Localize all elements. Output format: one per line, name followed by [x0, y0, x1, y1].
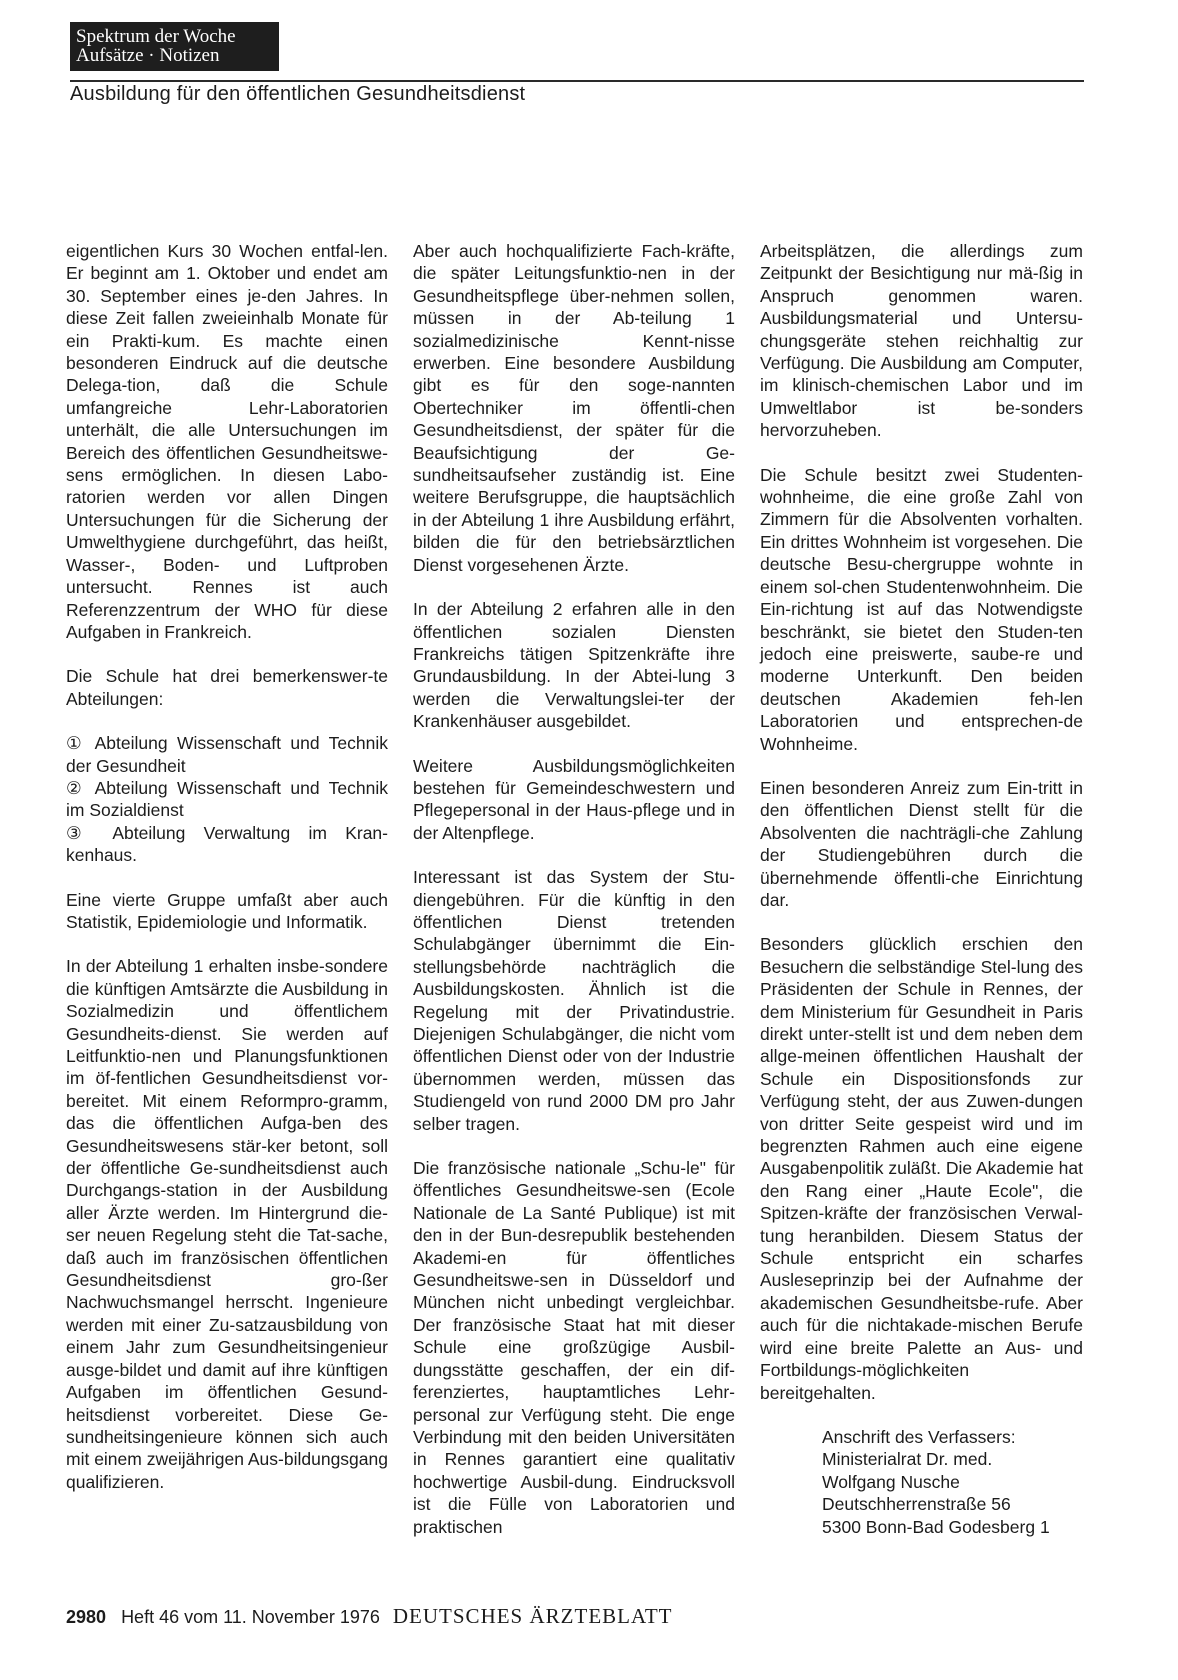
paragraph: Aber auch hochqualifizierte Fach-kräfte, die später Leitungsfunktio-nen in der Gesundheitspflege über-nehmen sollen, müssen in der Ab-teilung 1 sozialmedizinische Kennt-nisse erwerben. Eine besondere Ausbildung gibt es für den soge-nannten Obertechniker im öffentli-chen Gesundheitsdienst, der später für die Beaufsichtigung der Ge-sundheitsaufseher zuständig ist. Eine weitere Berufsgruppe, die hauptsächlich in der Abteilung 1 ihre Ausbildung erfährt, bilden die für den betriebsärztlichen Dienst vorgesehenen Ärzte. — [413, 241, 735, 575]
paragraph: Die französische nationale „Schu-le" für öffentliches Gesundheitswe-sen (Ecole Nationale de La Santé Publique) ist mit den in der Bun-desrepublik bestehenden Akademi-en für öffentliches Gesundheitswe-sen in Düsseldorf und München nicht unbedingt vergleichbar. Der französische Staat hat mit dieser Schule eine großzügige Ausbil-dungsstätte geschaffen, der ein dif-ferenziertes, hauptamtliches Lehr-personal zur Verfügung steht. Die enge Verbindung mit den beiden Universitäten in Rennes garantiert eine qualitativ hochwertige Ausbil-dung. Eindrucksvoll ist die Fülle von Laboratorien und praktischen — [413, 1158, 735, 1537]
article-title: Ausbildung für den öffentlichen Gesundheitsdienst — [70, 83, 526, 105]
department-item-2: ② Abteilung Wissenschaft und Technik im Sozialdienst — [66, 777, 388, 821]
text-column-1 — [66, 240, 388, 1493]
address-line: Deutschherrenstraße 56 — [822, 1494, 1011, 1515]
section-label-box — [70, 22, 279, 71]
paragraph: In der Abteilung 2 erfahren alle in den öffentlichen sozialen Diensten Frankreichs tätigen Spitzenkräfte ihre Grundausbildung. In der Abtei-lung 3 werden die Verwaltungslei-ter der Krankenhäuser ausgebildet. — [413, 599, 735, 732]
section-label-line1: Spektrum der Woche — [76, 26, 236, 47]
address-line: 5300 Bonn-Bad Godesberg 1 — [822, 1516, 1050, 1537]
paragraph: Weitere Ausbildungsmöglichkeiten bestehen für Gemeindeschwestern und Pflegepersonal in der Haus-pflege und in der Altenpflege. — [413, 755, 735, 843]
address-line: Anschrift des Verfassers: — [822, 1426, 1016, 1447]
page-number: 2980 — [66, 1607, 107, 1627]
text-column-3 — [760, 240, 1083, 1538]
header-rule — [70, 80, 1084, 82]
paragraph: Die Schule besitzt zwei Studenten-wohnheime, die eine große Zahl von Zimmern für die Absolventen vorhalten. Ein drittes Wohnheim ist vorgesehen. Die deutsche Besu-chergruppe wohnte in einem sol-chen Studentenwohnheim. Die Ein-richtung ist auf das Notwendigste beschränkt, sie bietet den Studen-ten jedoch eine preiswerte, saube-re und moderne Unterkunft. Den beiden deutschen Akademien feh-len Laboratorien und entsprechen-de Wohnheime. — [760, 464, 1083, 754]
paragraph: Arbeitsplätzen, die allerdings zum Zeitpunkt der Besichtigung nur mä-ßig in Anspruch genommen waren. Ausbildungsmaterial und Untersu-chungsgeräte stehen reichhaltig zur Verfügung. Die Ausbildung am Computer, im klinisch-chemischen Labor und im Umweltlabor ist be-sonders hervorzuheben. — [760, 241, 1083, 441]
department-item-3: ③ Abteilung Verwaltung im Kran-kenhaus. — [66, 822, 388, 866]
address-line: Ministerialrat Dr. med. — [822, 1449, 993, 1470]
paragraph: In der Abteilung 1 erhalten insbe-sondere die künftigen Amtsärzte die Ausbildung in Sozialmedizin und öffentlichem Gesundheits-dienst. Sie werden auf Leitfunktio-nen und Planungsfunktionen im öf-fentlichen Gesundheitsdienst vor-bereitet. Mit einem Reformpro-gramm, das die öffentlichen Aufga-ben des Gesundheitswesens stär-ker betont, soll der öffentliche Ge-sundheitsdienst auch Durchgangs-station in der Ausbildung aller Ärzte werden. Im Hintergrund die-ser neuen Regelung steht die Tat-sache, daß auch im französischen öffentlichen Gesundheitsdienst gro-ßer Nachwuchsmangel herrscht. Ingenieure werden mit einer Zu-satzausbildung von einem Jahr zum Gesundheitsingenieur ausge-bildet und damit auf ihre künftigen Aufgaben im öffentlichen Gesund-heitsdienst vorbereitet. Diese Ge-sundheitsingenieure können sich auch mit einem zweijährigen Aus-bildungsgang qualifizieren. — [66, 956, 388, 1492]
department-item-1: ① Abteilung Wissenschaft und Technik der Gesundheit — [66, 733, 388, 776]
paragraph: Einen besonderen Anreiz zum Ein-tritt in den öffentlichen Dienst stellt für die Absolventen die nachträgli-che Zahlung der Studiengebühren durch die übernehmende öffentli-che Einrichtung dar. — [760, 777, 1083, 910]
address-line: Wolfgang Nusche — [822, 1471, 960, 1492]
text-column-2 — [413, 240, 735, 1538]
journal-name: DEUTSCHES ÄRZTEBLATT — [392, 1604, 673, 1628]
paragraph: Besonders glücklich erschien den Besuchern die selbständige Stel-lung des Präsidenten der Schule in Rennes, der dem Ministerium für Gesundheit in Paris direkt unter-stellt ist und dem neben dem allge-meinen öffentlichen Haushalt der Schule ein Dispositionsfonds zur Verfügung steht, der aus Zuwen-dungen von dritter Seite gespeist wird und im begrenzten Rahmen auch eine eigene Ausgabenpolitik zuläßt. Die Akademie hat den Rang einer „Haute Ecole", die Spitzen-kräfte der französischen Verwal-tung heranbilden. Diesem Status der Schule entspricht ein scharfes Ausleseprinzip bei der Aufnahme der akademischen Gesundheitsbe-rufe. Aber auch für die nichtakade-mischen Berufe wird eine breite Palette an Aus- und Fortbildungs-möglichkeiten bereitgehalten. — [760, 934, 1083, 1403]
department-list — [66, 732, 388, 866]
author-address — [760, 1426, 1083, 1538]
issue-info: Heft 46 vom 11. November 1976 — [121, 1607, 380, 1627]
paragraph: Interessant ist das System der Stu-diengebühren. Für die künftig in den öffentlichen Dienst tretenden Schulabgänger übernimmt die Ein-stellungsbehörde nachträglich die Ausbildungskosten. Ähnlich ist die Regelung mit der Privatindustrie. Diejenigen Schulabgänger, die nicht vom öffentlichen Dienst oder von der Industrie übernommen werden, müssen das Studiengeld von rund 2000 DM pro Jahr selber tragen. — [413, 867, 735, 1134]
section-label-line2: Aufsätze · Notizen — [76, 45, 220, 66]
paragraph: eigentlichen Kurs 30 Wochen entfal-len. Er beginnt am 1. Oktober und endet am 30. September eines je-den Jahres. In diese Zeit fallen zweieinhalb Monate für ein Prakti-kum. Es machte einen besonderen Eindruck auf die deutsche Delega-tion, daß die Schule umfangreiche Lehr-Laboratorien unterhält, die alle Untersuchungen im Bereich des öffentlichen Gesundheitswe-sens ermöglichen. In diesen Labo-ratorien werden vor allen Dingen Untersuchungen für die Sicherung der Umwelthygiene durchgeführt, das heißt, Wasser-, Boden- und Luftproben untersucht. Rennes ist auch Referenzzentrum der WHO für diese Aufgaben in Frankreich. — [66, 241, 388, 642]
paragraph: Eine vierte Gruppe umfaßt aber auch Statistik, Epidemiologie und Informatik. — [66, 889, 388, 932]
paragraph: Die Schule hat drei bemerkenswer-te Abteilungen: — [66, 666, 388, 709]
page-footer — [66, 1604, 672, 1629]
